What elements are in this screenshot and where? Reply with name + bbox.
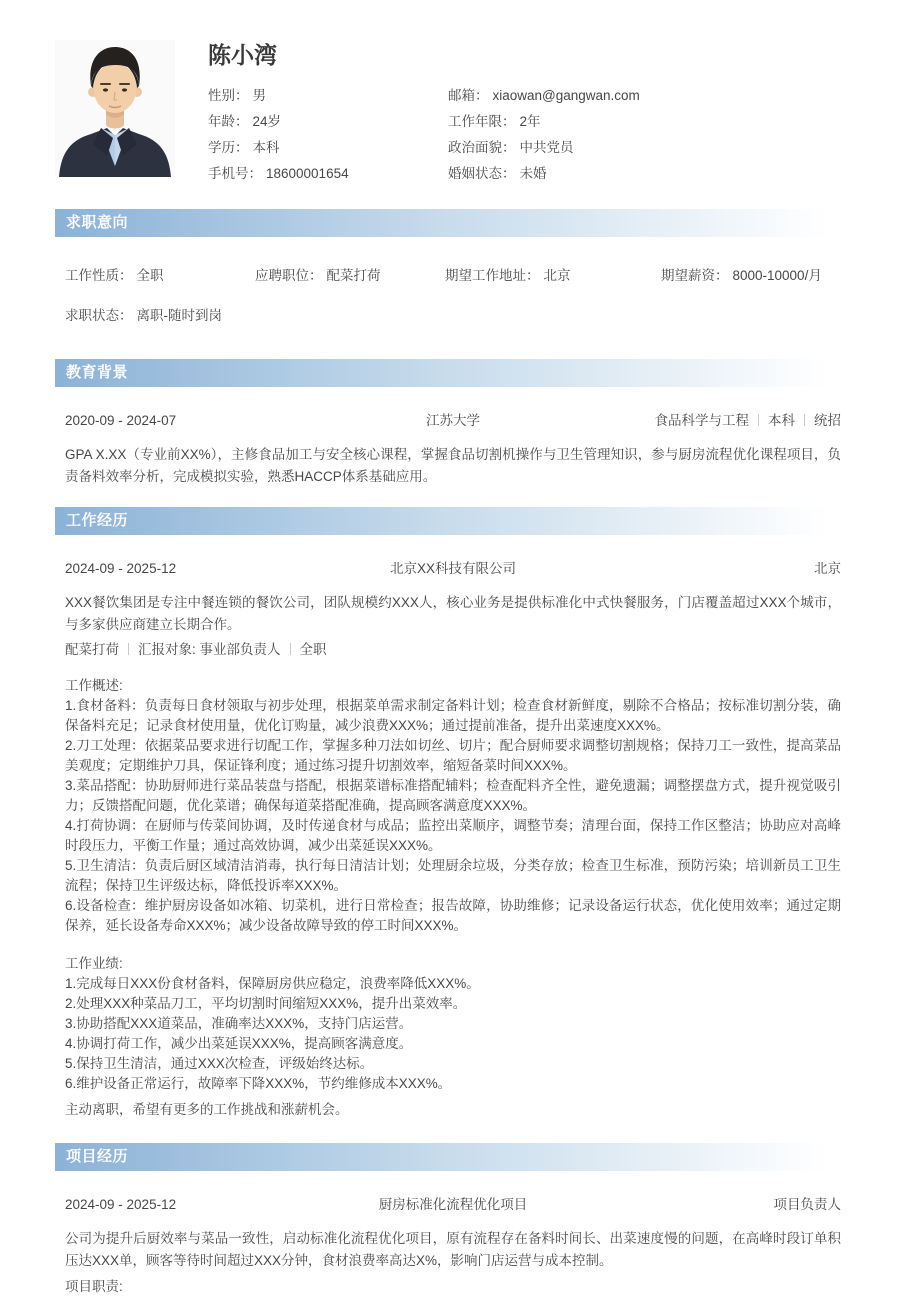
info-value: 全职 xyxy=(136,268,164,283)
achievement-item: 5.保持卫生清洁，通过XXX次检查，评级始终达标。 xyxy=(65,1056,374,1071)
overview-item: 3.菜品搭配：协助厨师进行菜品装盘与搭配，根据菜谱标准搭配辅料；检查配料齐全性，避免遗漏；调整摆盘方式，提升视觉吸引力；反馈搭配问题，优化菜谱；确保每道菜搭配准确，提高顾客满意度XXX%。 xyxy=(65,778,841,813)
education-major: 食品科学与工程 xyxy=(654,413,749,428)
section-title: 工作经历 xyxy=(66,512,129,529)
job-intention-body xyxy=(55,264,843,324)
section-bar-project xyxy=(55,1143,843,1171)
education-period: 2020-09 - 2024-07 xyxy=(65,413,177,428)
overview-item: 6.设备检查：维护厨房设备如冰箱、切菜机，进行日常检查；报告故障，协助维修；记录设备运行状态，优化使用效率；通过定期保养，延长设备寿命XXX%；减少设备故障导致的停工时间XXX%。 xyxy=(65,898,841,933)
achievement-item: 3.协助搭配XXX道菜品，准确率达XXX%，支持门店运营。 xyxy=(65,1016,413,1031)
intent-job-type xyxy=(65,264,255,284)
info-work-years xyxy=(448,109,843,135)
divider xyxy=(290,643,291,655)
info-label: 学历： xyxy=(208,140,249,155)
info-value: 配菜打荷 xyxy=(326,268,381,283)
info-political-status xyxy=(448,135,843,161)
project-duty-title: 项目职责: xyxy=(65,1279,123,1294)
info-label: 期望工作地址： xyxy=(445,268,540,283)
work-body xyxy=(55,561,843,1118)
profile-photo xyxy=(55,40,175,177)
basic-info-grid xyxy=(208,83,843,187)
info-label: 年龄： xyxy=(208,114,249,129)
header-info xyxy=(175,40,843,181)
section-bar-job-intention xyxy=(55,209,843,237)
company-intro: XXX餐饮集团是专注中餐连锁的餐饮公司，团队规模约XXX人，核心业务是提供标准化中式快餐服务，门店覆盖超过XXX个城市，与多家供应商建立长期合作。 xyxy=(65,595,841,632)
info-value: 中共党员 xyxy=(519,140,574,155)
info-email xyxy=(448,83,843,109)
info-gender xyxy=(208,83,448,109)
overview-item: 4.打荷协调：在厨师与传菜间协调，及时传递食材与成品；监控出菜顺序，调整节奏；清理台面，保持工作区整洁；协助应对高峰时段压力，平衡工作量；通过高效协调，减少出菜延误XXX%。 xyxy=(65,818,841,853)
overview-item: 5.卫生清洁：负责后厨区域清洁消毒，执行每日清洁计划；处理厨余垃圾，分类存放；检查卫生标准，预防污染；培训新员工卫生流程；保持卫生评级达标，降低投诉率XXX%。 xyxy=(65,858,841,893)
work-company: 北京XX科技有限公司 xyxy=(389,561,517,576)
info-value: 未婚 xyxy=(519,166,547,181)
info-phone xyxy=(208,161,448,187)
info-label: 婚姻状态： xyxy=(448,166,516,181)
intent-location xyxy=(445,264,661,284)
position-row xyxy=(65,642,841,658)
project-body xyxy=(55,1197,843,1297)
section-title: 教育背景 xyxy=(66,364,129,381)
achievement-item: 2.处理XXX种菜品刀工，平均切割时间缩短XXX%，提升出菜效率。 xyxy=(65,996,467,1011)
resume-header xyxy=(55,40,843,181)
candidate-name: 陈小湾 xyxy=(208,42,277,68)
project-period: 2024-09 - 2025-12 xyxy=(65,1197,177,1212)
intent-position xyxy=(255,264,445,284)
info-value: 8000-10000/月 xyxy=(732,268,822,283)
achievement-item: 4.协调打荷工作，减少出菜延误XXX%，提高顾客满意度。 xyxy=(65,1036,413,1051)
overview-title: 工作概述: xyxy=(65,678,123,693)
report-to: 汇报对象: 事业部负责人 xyxy=(138,642,281,657)
info-label: 邮箱： xyxy=(448,88,489,103)
info-label: 手机号： xyxy=(208,166,262,181)
section-title: 项目经历 xyxy=(66,1148,129,1165)
achievement-title: 工作业绩: xyxy=(65,956,123,971)
basic-info-right xyxy=(448,83,843,187)
info-label: 政治面貌： xyxy=(448,140,516,155)
info-value: 男 xyxy=(252,88,266,103)
info-age xyxy=(208,109,448,135)
info-label: 求职状态： xyxy=(65,308,133,323)
achievement-item: 6.维护设备正常运行，故障率下降XXX%，节约维修成本XXX%。 xyxy=(65,1076,452,1091)
info-label: 应聘职位： xyxy=(255,268,323,283)
education-degree-line xyxy=(655,413,842,429)
education-admission: 统招 xyxy=(814,413,841,428)
info-label: 期望薪资： xyxy=(661,268,729,283)
divider xyxy=(804,414,805,426)
divider xyxy=(128,643,129,655)
basic-info-left xyxy=(208,83,448,187)
project-background: 公司为提升后厨效率与菜品一致性，启动标准化流程优化项目，原有流程存在备料时间长、出菜速度慢的问题，在高峰时段订单积压达XXX单，顾客等待时间超过XXX分钟，食材浪费率高达X%，影响门店运营与成本控制。 xyxy=(65,1231,841,1268)
leave-reason: 主动离职，希望有更多的工作挑战和涨薪机会。 xyxy=(65,1102,349,1117)
info-label: 工作性质： xyxy=(65,268,133,283)
intent-salary xyxy=(661,264,841,284)
info-value: 离职-随时到岗 xyxy=(136,308,222,323)
education-body xyxy=(55,413,843,487)
info-education xyxy=(208,135,448,161)
info-value: 24岁 xyxy=(252,114,282,129)
education-school: 江苏大学 xyxy=(426,413,480,428)
work-location: 北京 xyxy=(814,561,841,576)
intention-row-1 xyxy=(65,264,841,284)
work-period: 2024-09 - 2025-12 xyxy=(65,561,177,576)
job-type: 全职 xyxy=(299,642,327,657)
overview-item: 1.食材备料：负责每日食材领取与初步处理，根据菜单需求制定备料计划；检查食材新鲜度，剔除不合格品；按标准切割分装，确保备料充足；记录食材使用量，优化订购量，减少浪费XXX%；通过提前准备，提升出菜速度XXX%。 xyxy=(65,698,841,733)
achievement-item: 1.完成每日XXX份食材备料，保障厨房供应稳定，浪费率降低XXX%。 xyxy=(65,976,480,991)
info-label: 工作年限： xyxy=(448,114,516,129)
section-bar-work xyxy=(55,507,843,535)
info-value: xiaowan@gangwan.com xyxy=(492,88,640,103)
info-marital-status xyxy=(448,161,843,187)
work-header-row xyxy=(65,561,841,577)
project-header-row xyxy=(65,1197,841,1213)
divider xyxy=(758,414,759,426)
position-title: 配菜打荷 xyxy=(65,642,119,657)
info-label: 性别： xyxy=(208,88,249,103)
overview-item: 2.刀工处理：依据菜品要求进行切配工作，掌握多种刀法如切丝、切片；配合厨师要求调整切割规格；保持刀工一致性，提高菜品美观度；定期维护刀具，保证锋利度；通过练习提升切割效率，缩短备菜时间XXX%。 xyxy=(65,738,841,773)
section-bar-education xyxy=(55,359,843,387)
education-header-row xyxy=(65,413,841,429)
info-value: 北京 xyxy=(543,268,571,283)
education-description: GPA X.XX（专业前XX%），主修食品加工与安全核心课程，掌握食品切割机操作与卫生管理知识，参与厨房流程优化课程项目，负责备料效率分析，完成模拟实验，熟悉HACCP体系基础应用。 xyxy=(65,447,841,484)
project-role: 项目负责人 xyxy=(773,1197,841,1212)
info-value: 本科 xyxy=(252,140,280,155)
info-value: 2年 xyxy=(519,114,541,129)
education-degree: 本科 xyxy=(768,413,795,428)
intent-status xyxy=(65,304,841,324)
section-title: 求职意向 xyxy=(66,214,129,231)
info-value: 18600001654 xyxy=(266,166,349,181)
project-name: 厨房标准化流程优化项目 xyxy=(378,1197,528,1212)
